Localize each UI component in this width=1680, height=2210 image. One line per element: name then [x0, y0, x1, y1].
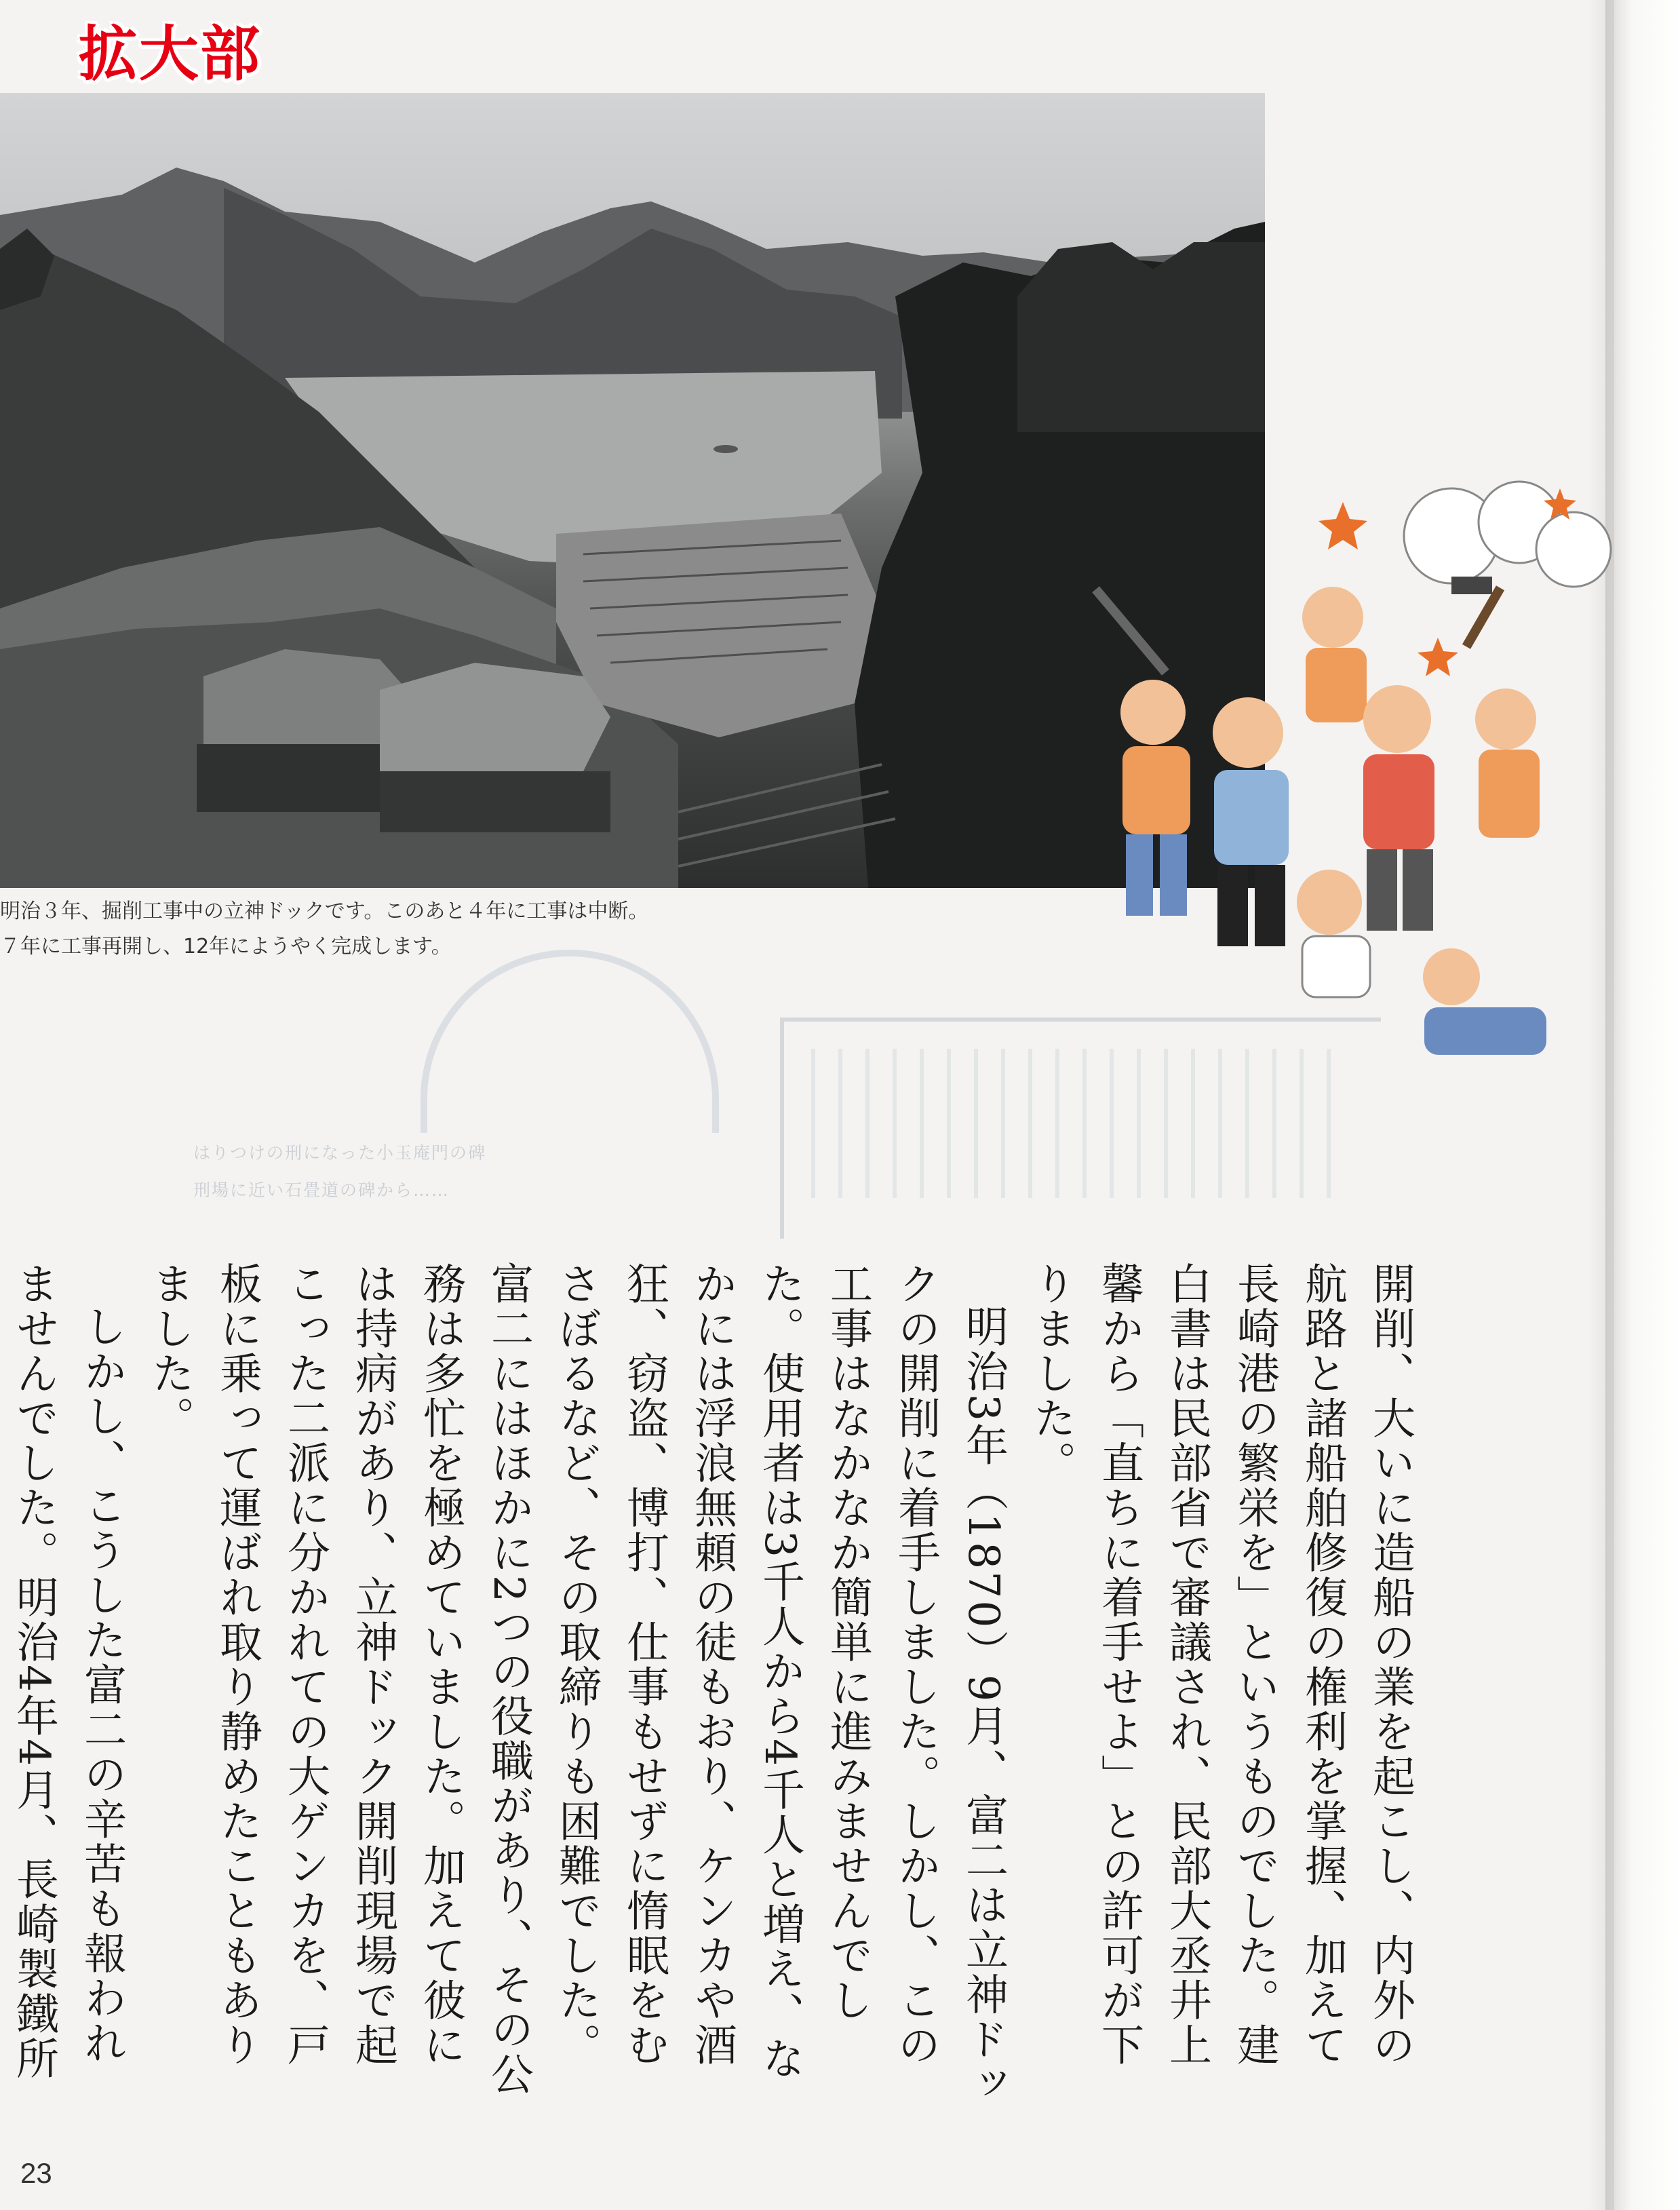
brawl-drawing	[1072, 461, 1614, 1085]
faint-background-caption-line1: はりつけの刑になった小玉庵門の碑	[193, 1143, 487, 1163]
faint-background-caption-line2: 刑場に近い石畳道の碑から……	[193, 1180, 450, 1200]
body-paragraph-2: 明治3年（1870）9月、富二は立神ドックの開削に着手しました。しかし、この工事はなかなか簡単に進みませんでした。使用者は3千人から4千人と増え、なかには浮浪無頼の徒もおり、ケンカや酒狂、窃盗、博打、仕事もせずに惰眠をむさぼるなど、その取締りも困難でした。富二にはほかに2つの役職があり、その公務は多忙を極めていました。加えて彼には持病があり、立神ドック開削現場で起こった二派に分かれての大ゲンカを、戸板に乗って運ばれ取り静めたこともありました。	[145, 1262, 1009, 2107]
caption-line-1: 明治３年、掘削工事中の立神ドックです。このあと４年に工事は中断。	[0, 899, 649, 923]
body-paragraph-3: しかし、こうした富二の辛苦も報われませんでした。明治4年4月、長崎製鐵所	[9, 1262, 127, 2082]
next-page-edge	[1605, 0, 1680, 2210]
body-text-vertical	[0, 1262, 1424, 2110]
body-paragraph-1: 開削、大いに造船の業を起こし、内外の航路と諸船舶修復の権利を掌握、加えて長崎港の繁栄を」というものでした。建白書は民部省で審議され、民部大丞井上馨から「直ちに着手せよ」との許可が下りました。	[1027, 1262, 1415, 2068]
cartoon-brawl-illustration	[1072, 461, 1614, 1085]
enlarged-section-label: 拡大部	[78, 19, 262, 89]
page-number: 23	[20, 2157, 52, 2189]
photo-caption	[0, 894, 648, 965]
gutter-shadow	[1587, 0, 1614, 2210]
caption-line-2: ７年に工事再開し、12年にようやく完成します。	[0, 935, 452, 958]
faint-background-arc	[421, 950, 719, 1133]
